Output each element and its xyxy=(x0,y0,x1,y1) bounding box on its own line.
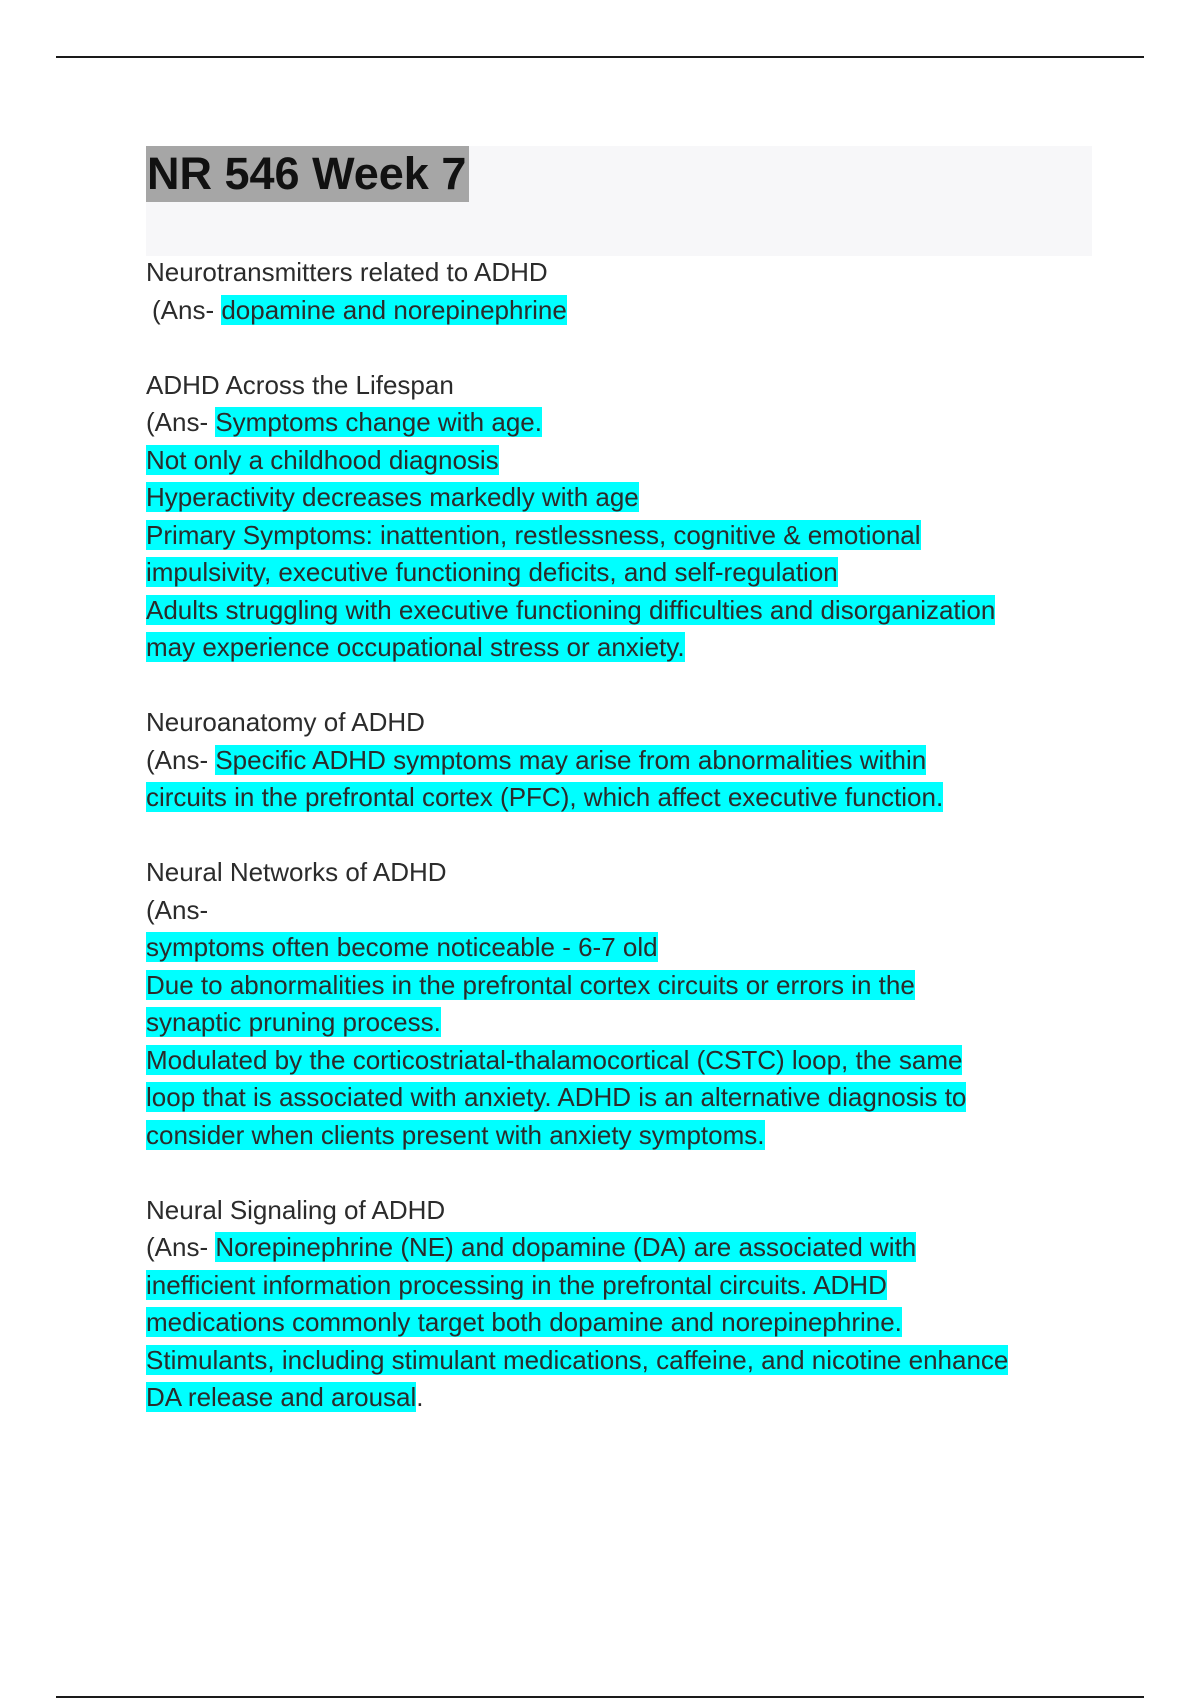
question-text: Neurotransmitters related to ADHD xyxy=(146,257,548,287)
answer-highlight: Norepinephrine (NE) and dopamine (DA) are associated with xyxy=(215,1232,917,1262)
qa-section xyxy=(146,854,1106,1154)
answer-line xyxy=(146,1304,1106,1342)
answer-prefix: (Ans- xyxy=(146,744,216,775)
top-rule xyxy=(56,56,1144,58)
document-body xyxy=(146,254,1106,1454)
answer-line xyxy=(146,1229,1106,1267)
answer-highlight: medications commonly target both dopamine and norepinephrine. xyxy=(146,1307,902,1337)
answer-line xyxy=(146,554,1106,592)
answer-suffix: . xyxy=(416,1382,424,1412)
answer-highlight: impulsivity, executive functioning deficits, and self-regulation xyxy=(146,557,838,587)
question-text: ADHD Across the Lifespan xyxy=(146,369,454,400)
answer-highlight: DA release and arousal xyxy=(146,1382,417,1412)
answer-highlight: symptoms often become noticeable - 6-7 old xyxy=(146,932,658,962)
answer-line xyxy=(146,442,1106,480)
answer-line xyxy=(146,1379,1106,1417)
answer-line xyxy=(146,292,1106,330)
answer-highlight: Adults struggling with executive functioning difficulties and disorganization xyxy=(146,594,996,625)
answer-prefix: (Ans- xyxy=(146,407,216,437)
answer-highlight: dopamine and norepinephrine xyxy=(221,294,567,325)
answer-line xyxy=(146,1004,1106,1042)
answer-line xyxy=(146,629,1106,667)
answer-line xyxy=(146,592,1106,630)
qa-section xyxy=(146,1192,1106,1417)
question-text: Neural Signaling of ADHD xyxy=(146,1194,446,1225)
answer-highlight: Specific ADHD symptoms may arise from abnormalities within xyxy=(215,744,927,775)
answer-highlight: Symptoms change with age. xyxy=(215,407,542,437)
bottom-rule xyxy=(56,1696,1144,1698)
question-text: Neural Networks of ADHD xyxy=(146,857,447,887)
answer-line xyxy=(146,1267,1106,1305)
answer-highlight: Primary Symptoms: inattention, restlessness, cognitive & emotional xyxy=(146,519,921,550)
answer-line xyxy=(146,967,1106,1005)
answer-highlight: Stimulants, including stimulant medications, caffeine, and nicotine enhance xyxy=(146,1344,1009,1375)
answer-line xyxy=(146,929,1106,967)
answer-line xyxy=(146,1117,1106,1155)
answer-highlight: Hyperactivity decreases markedly with age xyxy=(146,482,639,512)
answer-highlight: may experience occupational stress or anxiety. xyxy=(146,632,685,662)
answer-line xyxy=(146,1342,1106,1380)
answer-highlight: consider when clients present with anxiety symptoms. xyxy=(146,1119,765,1150)
answer-line xyxy=(146,892,1106,930)
answer-highlight: inefficient information processing in the prefrontal circuits. ADHD xyxy=(146,1269,887,1300)
answer-line xyxy=(146,517,1106,555)
answer-line xyxy=(146,479,1106,517)
question-text: Neuroanatomy of ADHD xyxy=(146,707,425,737)
answer-line xyxy=(146,1079,1106,1117)
page-title: NR 546 Week 7 xyxy=(146,146,469,202)
answer-prefix: (Ans- xyxy=(146,894,209,925)
answer-line xyxy=(146,1042,1106,1080)
answer-line xyxy=(146,742,1106,780)
answer-prefix: (Ans- xyxy=(146,1232,216,1262)
qa-section xyxy=(146,254,1106,329)
answer-highlight: circuits in the prefrontal cortex (PFC), which affect executive function. xyxy=(146,782,944,812)
answer-highlight: Due to abnormalities in the prefrontal cortex circuits or errors in the xyxy=(146,969,915,1000)
answer-line xyxy=(146,404,1106,442)
answer-highlight: Modulated by the corticostriatal-thalamocortical (CSTC) loop, the same xyxy=(146,1044,963,1075)
answer-prefix: (Ans- xyxy=(152,294,222,325)
answer-highlight: loop that is associated with anxiety. ADHD is an alternative diagnosis to xyxy=(146,1082,967,1112)
qa-section xyxy=(146,367,1106,667)
qa-section xyxy=(146,704,1106,817)
answer-highlight: Not only a childhood diagnosis xyxy=(146,444,499,475)
answer-line xyxy=(146,779,1106,817)
answer-highlight: synaptic pruning process. xyxy=(146,1007,441,1037)
